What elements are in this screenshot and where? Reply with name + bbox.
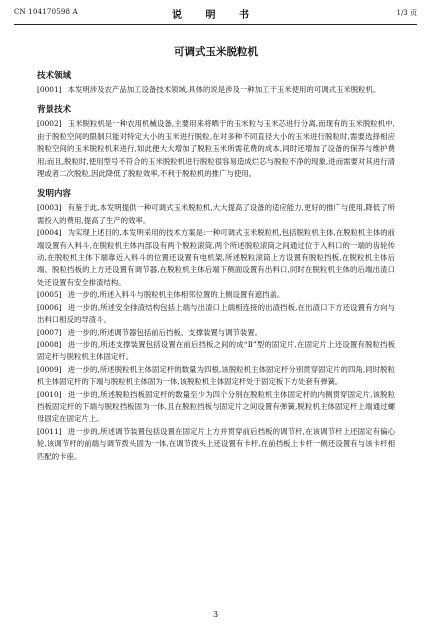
paragraph-text: 进一步的,所述调节器包括前后挡板、支撑装置与调节装置。 xyxy=(67,327,263,337)
paragraph xyxy=(37,327,395,339)
paragraph xyxy=(37,389,395,426)
paragraph-text: 进一步的,所述脱粒挡板固定杆的数量至少为四个分别在脱粒机主体固定杆的内侧贯穿固定片,该脱粒挡板固定杆的下端与脱粒挡板固为一体,且在脱粒挡板与固定片之间设置有弹簧,脱粒机主体固定杆上端通过螺母固定在固定片上。 xyxy=(37,389,395,424)
section-heading: 背景技术 xyxy=(37,105,72,116)
document-title: 可调式玉米脱粒机 xyxy=(174,46,258,58)
paragraph xyxy=(37,202,395,227)
paragraph-text: 进一步的,所述入料斗与脱粒机主体相邻位置的上侧设置有遮挡盖。 xyxy=(67,290,285,300)
paragraph xyxy=(37,84,395,96)
paragraph-number: [0011] xyxy=(37,426,62,436)
paragraph-text: 进一步的,所述调节装置包括设置在固定片上方并贯穿前后挡板的调节杆,在该调节杆上还固定有偏心轮,该调节杆的前端与调节拨头固为一体,在调节拨头上还设置有卡杆,在前挡板上卡杆一侧还设置有与该卡杆相匹配的卡座。 xyxy=(37,426,395,461)
section-heading: 技术领域 xyxy=(37,71,72,81)
paragraph xyxy=(37,339,395,364)
section-heading: 发明内容 xyxy=(37,189,72,200)
paragraph-text: 本发明涉及农产品加工设备技术领域,具体的说是涉及一种加工干玉米使用的可调式玉米脱粒机。 xyxy=(67,85,381,94)
paragraph-number: [0004] xyxy=(37,228,62,238)
paragraph xyxy=(37,227,395,289)
paragraph xyxy=(37,289,395,301)
paragraph-text: 进一步的,所述脱粒机主体固定杆的数量为四根,该脱粒机主体固定杆分别贯穿固定片的四角,同时脱粒机主体固定杆的下端与脱粒机主体固为一体,该脱粒机主体固定杆处于固定板下方处套有弹簧。 xyxy=(37,364,395,387)
paragraph-text: 玉米脱粒机是一种农用机械设备,主要用来将晒干的玉米粒与玉米芯进行分离,而现有的玉米脱粒机中,由于脱粒空间的限制只能对特定大小的玉米进行脱粒,在对多种不同直径大小的玉米进行脱粒时,需要选择相应脱粒空间的玉米脱粒机来进行,如此便大大增加了脱粒玉米所需花费的成本,同时还增加了设备的保养与维护费用;而且,脱粒时,使用型号不符合的玉米脱粒机进行脱粒很容易造成烂芯与脱粒不净的现象,进而需要对其进行清理或者二次脱粒,因此降低了脱粒效率,不利于脱粒机的推广与使用。 xyxy=(37,119,395,179)
patent-number: CN 104170598 A xyxy=(14,8,78,16)
paragraph xyxy=(37,302,395,327)
paragraph-text: 进一步的,所述支撑装置包括设置在前后挡板之间的成“Ⅱ”型的固定片,在固定片上还设置有脱粒挡板固定杆与脱粒机主体固定杆。 xyxy=(37,339,395,362)
paragraph xyxy=(37,364,395,389)
paragraph xyxy=(37,426,395,463)
document-type: 说 明 书 xyxy=(172,10,259,21)
paragraph-number: [0002] xyxy=(37,119,62,129)
header-divider xyxy=(14,24,417,25)
paragraph-number: [0006] xyxy=(37,302,62,312)
page-indicator: 1/3 页 xyxy=(396,9,417,17)
paragraph-number: [0007] xyxy=(37,327,62,337)
paragraph-number: [0003] xyxy=(37,203,62,213)
paragraph-number: [0001] xyxy=(37,85,62,94)
sections-container xyxy=(37,71,395,463)
paragraph-number: [0010] xyxy=(37,389,62,399)
document-body xyxy=(37,44,395,463)
paragraph-text: 为实现上述目的,本发明采用的技术方案是:一种可调式玉米脱粒机,包括脱粒机主体,在脱粒机主体的前端设置有入料斗,在脱粒机主体内部设有两个脱粒滚筒,两个所述脱粒滚筒之间通过位于入料口的一端的齿轮传动,在脱粒机主体下端靠近入料斗的位置还设置有电机架,所述脱粒滚筒上方设置有脱粒挡板,在脱粒机主体后端、脱粒挡板的上方还设置有调节器,在脱粒机主体后端下侧面设置有出料口,同时在脱粒机主体的后端出渣口处还设置有安全排渣结构。 xyxy=(37,228,395,287)
paragraph xyxy=(37,118,395,180)
paragraph-number: [0005] xyxy=(37,290,62,300)
page-header xyxy=(14,8,417,22)
paragraph-number: [0009] xyxy=(37,364,62,374)
page-number: 3 xyxy=(212,610,219,619)
paragraph-number: [0008] xyxy=(37,339,62,349)
paragraph-text: 进一步的,所述安全排渣结构包括上端与出渣口上端相连接的出渣挡板,在出渣口下方还设置有方向与出料口相反的导渣斗。 xyxy=(37,302,395,325)
paragraph-text: 有鉴于此,本发明提供一种可调式玉米脱粒机,大大提高了设备的适应能力,更好的推广与使用,降低了所需投入的费用,提高了生产的效率。 xyxy=(37,203,395,225)
